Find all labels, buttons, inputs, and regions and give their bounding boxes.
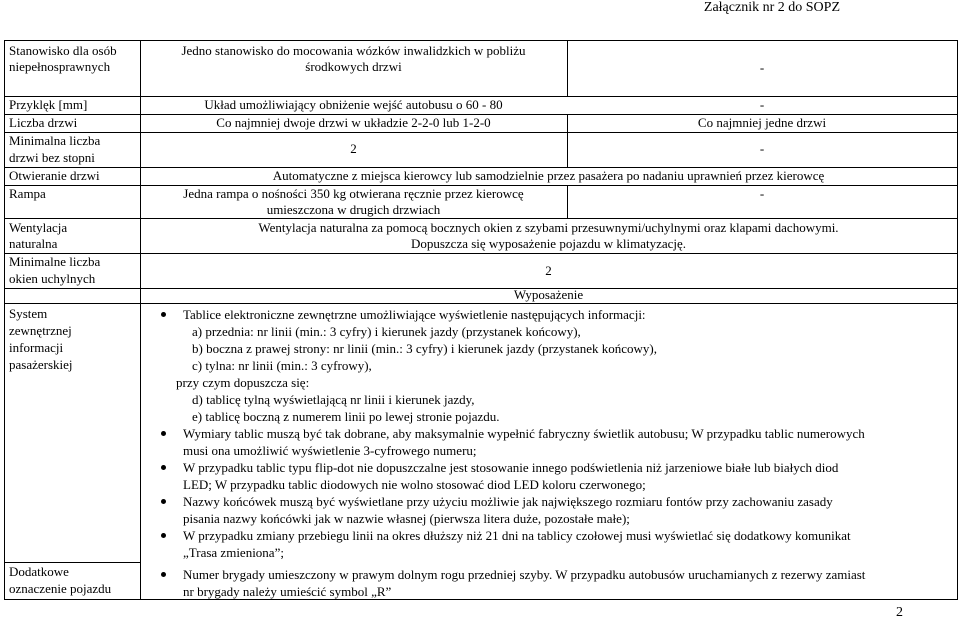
label-wentylacja-2: naturalna bbox=[9, 236, 58, 251]
section-heading-wyposazenie: Wyposażenie bbox=[513, 287, 584, 302]
desc-stanowisko-2: środkowych drzwi bbox=[305, 59, 402, 74]
label-dodatkowe-1: Dodatkowe bbox=[9, 564, 69, 579]
desc-wentylacja-1: Wentylacja naturalna za pomocą bocznych okien z szybami przesuwnymi/uchylnymi oraz klapami dachowymi. bbox=[258, 220, 839, 235]
desc-wentylacja-2: Dopuszcza się wyposażenie pojazdu w klimatyzację. bbox=[410, 236, 687, 251]
desc-min-okien: 2 bbox=[545, 263, 552, 278]
attachment-header: Załącznik nr 2 do SOPZ bbox=[703, 0, 840, 15]
label-min-drzwi-2: drzwi bez stopni bbox=[9, 150, 95, 165]
desc-otwieranie: Automatyczne z miejsca kierowcy lub samodzielnie przez pasażera po nadaniu uprawnień przez kierowcę bbox=[272, 168, 825, 183]
sublist-item: c) tylna: nr linii (min.: 3 cyfrowy), bbox=[192, 358, 372, 373]
label-system-3: informacji bbox=[9, 340, 64, 355]
bullet-icon bbox=[161, 431, 166, 436]
bullet-icon bbox=[161, 465, 166, 470]
desc-stanowisko-1: Jedno stanowisko do mocowania wózków inwalidzkich w pobliżu bbox=[181, 43, 526, 58]
page-number: 2 bbox=[896, 605, 903, 620]
list-item: W przypadku zmiany przebiegu linii na okres dłuższy niż 21 dni na tablicy czołowej musi wyświetlać się dodatkowy komunikat „Trasa zmieniona”; bbox=[161, 528, 951, 562]
label-stanowisko: Stanowisko dla osób niepełnosprawnych bbox=[9, 43, 117, 74]
label-rampa: Rampa bbox=[9, 186, 46, 201]
list-item: W przypadku tablic typu flip-dot nie dopuszczalne jest stosowanie innego podświetlenia niż jarzeniowe białe lub białych diod LED; W przypadku tablic diodowych nie wolno stosować diod LED koloru czerwonego; bbox=[161, 460, 951, 494]
desc-liczba-drzwi: Co najmniej dwoje drzwi w układzie 2-2-0 lub 1-2-0 bbox=[216, 115, 491, 130]
label-system-2: zewnętrznej bbox=[9, 323, 72, 338]
label-system-1: System bbox=[9, 306, 48, 321]
value-liczba-drzwi: Co najmniej jedne drzwi bbox=[697, 115, 827, 130]
value-przyklek: - bbox=[759, 97, 765, 112]
sublist-item: b) boczna z prawej strony: nr linii (min.: 3 cyfry) i kierunek jazdy (przystanek końcowy), bbox=[192, 341, 657, 356]
list-item: Numer brygady umieszczony w prawym dolnym rogu przedniej szyby. W przypadku autobusów uruchamianych z rezerwy zamiast nr brygady należy umieścić symbol „R” bbox=[161, 567, 951, 601]
label-otwieranie: Otwieranie drzwi bbox=[9, 168, 100, 183]
list-item: Wymiary tablic muszą być tak dobrane, aby maksymalnie wypełnić fabryczny świetlik autobusu; W przypadku tablic numerowych musi ona umożliwić wyświetlenie 3-cyfrowego numeru; bbox=[161, 426, 951, 460]
sublist-item: d) tablicę tylną wyświetlającą nr linii i kierunek jazdy, bbox=[192, 392, 475, 407]
label-system-4: pasażerskiej bbox=[9, 357, 73, 372]
sublist-note: przy czym dopuszcza się: bbox=[176, 375, 310, 390]
bullet-icon bbox=[161, 572, 166, 577]
label-przyklek: Przyklęk [mm] bbox=[9, 97, 88, 112]
desc-przyklek: Układ umożliwiający obniżenie wejść autobusu o 60 - 80 bbox=[204, 97, 503, 112]
sublist-item: e) tablicę boczną z numerem linii po lewej stronie pojazdu. bbox=[192, 409, 500, 424]
label-min-okien-1: Minimalne liczba bbox=[9, 254, 101, 269]
desc-rampa-2: umieszczona w drugich drzwiach bbox=[266, 202, 441, 217]
value-stanowisko: - bbox=[759, 60, 765, 75]
label-wentylacja-1: Wentylacja bbox=[9, 220, 68, 235]
label-min-drzwi-1: Minimalna liczba bbox=[9, 133, 101, 148]
value-rampa: - bbox=[759, 186, 765, 201]
bullet-icon bbox=[161, 312, 166, 317]
label-dodatkowe-2: oznaczenie pojazdu bbox=[9, 581, 112, 596]
desc-min-drzwi: 2 bbox=[350, 141, 357, 156]
list-item: Nazwy końcówek muszą być wyświetlane przy użyciu możliwie jak największego rozmiaru fontów przy zachowaniu zasady pisania nazwy końcówki jak w nazwie własnej (pierwsza litera duże, pozostałe małe); bbox=[161, 494, 951, 528]
value-min-drzwi: - bbox=[759, 141, 765, 156]
label-liczba-drzwi: Liczba drzwi bbox=[9, 115, 78, 130]
spec-table bbox=[4, 40, 958, 600]
bullet-icon bbox=[161, 533, 166, 538]
label-min-okien-2: okien uchylnych bbox=[9, 271, 96, 286]
list-item: Tablice elektroniczne zewnętrzne umożliwiające wyświetlenie następujących informacji: bbox=[161, 307, 951, 323]
desc-rampa-1: Jedna rampa o nośności 350 kg otwierana ręcznie przez kierowcę bbox=[183, 186, 524, 201]
bullet-icon bbox=[161, 499, 166, 504]
sublist-item: a) przednia: nr linii (min.: 3 cyfry) i kierunek jazdy (przystanek końcowy), bbox=[192, 324, 581, 339]
